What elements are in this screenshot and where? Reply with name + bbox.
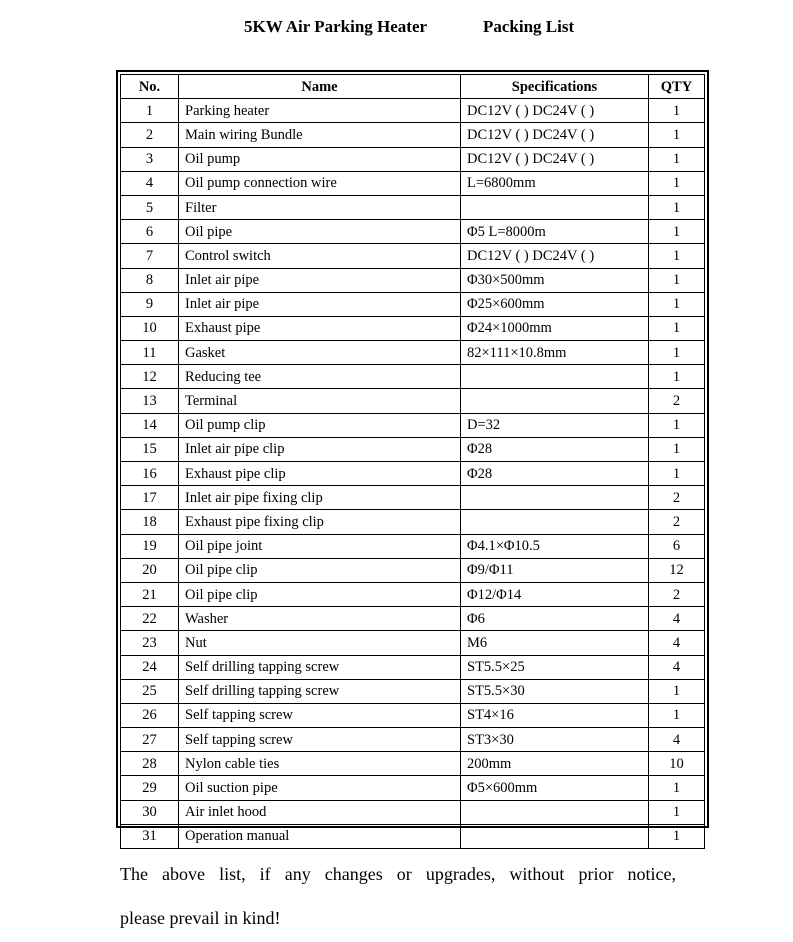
cell-spec: Φ9/Φ11 xyxy=(461,558,649,582)
note-line-2: please prevail in kind! xyxy=(120,908,281,928)
cell-no: 23 xyxy=(121,631,179,655)
cell-spec xyxy=(461,510,649,534)
cell-name: Inlet air pipe xyxy=(179,268,461,292)
cell-qty: 10 xyxy=(649,752,705,776)
cell-spec: L=6800mm xyxy=(461,171,649,195)
cell-no: 13 xyxy=(121,389,179,413)
cell-qty: 1 xyxy=(649,824,705,848)
table-row xyxy=(121,316,705,340)
cell-name: Oil pipe xyxy=(179,220,461,244)
cell-no: 14 xyxy=(121,413,179,437)
cell-no: 20 xyxy=(121,558,179,582)
cell-spec: Φ12/Φ14 xyxy=(461,582,649,606)
cell-no: 8 xyxy=(121,268,179,292)
cell-spec xyxy=(461,824,649,848)
cell-no: 16 xyxy=(121,462,179,486)
table-row xyxy=(121,486,705,510)
table-row xyxy=(121,171,705,195)
header-specifications: Specifications xyxy=(461,75,649,99)
cell-name: Terminal xyxy=(179,389,461,413)
cell-name: Inlet air pipe xyxy=(179,292,461,316)
cell-name: Filter xyxy=(179,195,461,219)
cell-qty: 4 xyxy=(649,631,705,655)
cell-spec: ST5.5×25 xyxy=(461,655,649,679)
cell-qty: 1 xyxy=(649,147,705,171)
cell-spec: ST5.5×30 xyxy=(461,679,649,703)
cell-spec xyxy=(461,365,649,389)
cell-name: Air inlet hood xyxy=(179,800,461,824)
cell-no: 30 xyxy=(121,800,179,824)
document-title xyxy=(0,14,793,42)
cell-no: 10 xyxy=(121,316,179,340)
cell-qty: 1 xyxy=(649,703,705,727)
cell-no: 2 xyxy=(121,123,179,147)
cell-qty: 1 xyxy=(649,99,705,123)
cell-spec xyxy=(461,486,649,510)
cell-qty: 1 xyxy=(649,292,705,316)
table-row xyxy=(121,462,705,486)
table-row xyxy=(121,365,705,389)
table-row xyxy=(121,534,705,558)
cell-qty: 1 xyxy=(649,365,705,389)
header-name: Name xyxy=(179,75,461,99)
cell-qty: 1 xyxy=(649,220,705,244)
cell-name: Nylon cable ties xyxy=(179,752,461,776)
cell-qty: 2 xyxy=(649,582,705,606)
cell-name: Oil pipe clip xyxy=(179,558,461,582)
cell-no: 19 xyxy=(121,534,179,558)
cell-no: 18 xyxy=(121,510,179,534)
cell-qty: 6 xyxy=(649,534,705,558)
cell-spec: 200mm xyxy=(461,752,649,776)
cell-name: Self tapping screw xyxy=(179,728,461,752)
note-line-1: The above list, if any changes or upgrades, without prior notice, xyxy=(120,864,676,884)
packing-list-table-frame xyxy=(116,70,709,845)
cell-no: 9 xyxy=(121,292,179,316)
table-row xyxy=(121,389,705,413)
cell-qty: 1 xyxy=(649,123,705,147)
cell-spec xyxy=(461,800,649,824)
cell-no: 4 xyxy=(121,171,179,195)
cell-spec: Φ5×600mm xyxy=(461,776,649,800)
cell-spec: 82×111×10.8mm xyxy=(461,341,649,365)
cell-qty: 1 xyxy=(649,316,705,340)
cell-qty: 1 xyxy=(649,800,705,824)
cell-qty: 1 xyxy=(649,437,705,461)
table-row xyxy=(121,147,705,171)
cell-qty: 4 xyxy=(649,655,705,679)
table-row xyxy=(121,800,705,824)
cell-no: 27 xyxy=(121,728,179,752)
table-row xyxy=(121,582,705,606)
table-row xyxy=(121,510,705,534)
cell-name: Inlet air pipe clip xyxy=(179,437,461,461)
table-body xyxy=(121,99,705,849)
cell-spec xyxy=(461,195,649,219)
cell-no: 29 xyxy=(121,776,179,800)
cell-spec: M6 xyxy=(461,631,649,655)
table-row xyxy=(121,99,705,123)
cell-no: 7 xyxy=(121,244,179,268)
cell-no: 22 xyxy=(121,607,179,631)
table-row xyxy=(121,413,705,437)
cell-spec: Φ24×1000mm xyxy=(461,316,649,340)
cell-name: Exhaust pipe xyxy=(179,316,461,340)
cell-no: 24 xyxy=(121,655,179,679)
cell-no: 31 xyxy=(121,824,179,848)
cell-qty: 1 xyxy=(649,462,705,486)
table-row xyxy=(121,607,705,631)
cell-spec: Φ25×600mm xyxy=(461,292,649,316)
cell-no: 1 xyxy=(121,99,179,123)
cell-name: Reducing tee xyxy=(179,365,461,389)
cell-name: Inlet air pipe fixing clip xyxy=(179,486,461,510)
cell-no: 6 xyxy=(121,220,179,244)
cell-qty: 12 xyxy=(649,558,705,582)
table-header-row xyxy=(121,75,705,99)
cell-no: 3 xyxy=(121,147,179,171)
table-row xyxy=(121,728,705,752)
cell-qty: 2 xyxy=(649,510,705,534)
table-row xyxy=(121,195,705,219)
table-row xyxy=(121,679,705,703)
table-row xyxy=(121,655,705,679)
cell-spec: D=32 xyxy=(461,413,649,437)
cell-name: Washer xyxy=(179,607,461,631)
cell-qty: 1 xyxy=(649,776,705,800)
cell-qty: 2 xyxy=(649,389,705,413)
cell-name: Oil pump xyxy=(179,147,461,171)
cell-no: 25 xyxy=(121,679,179,703)
cell-qty: 1 xyxy=(649,341,705,365)
cell-name: Exhaust pipe fixing clip xyxy=(179,510,461,534)
cell-spec: Φ28 xyxy=(461,462,649,486)
cell-spec: DC12V ( ) DC24V ( ) xyxy=(461,99,649,123)
cell-name: Control switch xyxy=(179,244,461,268)
cell-name: Oil suction pipe xyxy=(179,776,461,800)
packing-list-title: Packing List xyxy=(483,17,575,36)
table-row xyxy=(121,631,705,655)
cell-qty: 1 xyxy=(649,268,705,292)
cell-qty: 1 xyxy=(649,679,705,703)
table-row xyxy=(121,752,705,776)
cell-name: Self drilling tapping screw xyxy=(179,655,461,679)
cell-qty: 2 xyxy=(649,486,705,510)
header-no: No. xyxy=(121,75,179,99)
cell-no: 11 xyxy=(121,341,179,365)
table-row xyxy=(121,776,705,800)
table-row xyxy=(121,703,705,727)
cell-qty: 4 xyxy=(649,728,705,752)
header-qty: QTY xyxy=(649,75,705,99)
cell-name: Oil pipe joint xyxy=(179,534,461,558)
cell-name: Self tapping screw xyxy=(179,703,461,727)
cell-name: Operation manual xyxy=(179,824,461,848)
table-row xyxy=(121,220,705,244)
cell-spec: Φ6 xyxy=(461,607,649,631)
cell-name: Exhaust pipe clip xyxy=(179,462,461,486)
table-row xyxy=(121,268,705,292)
cell-no: 12 xyxy=(121,365,179,389)
cell-spec: Φ30×500mm xyxy=(461,268,649,292)
cell-qty: 1 xyxy=(649,413,705,437)
cell-spec: DC12V ( ) DC24V ( ) xyxy=(461,244,649,268)
cell-name: Gasket xyxy=(179,341,461,365)
table-row xyxy=(121,558,705,582)
cell-no: 5 xyxy=(121,195,179,219)
cell-spec: Φ4.1×Φ10.5 xyxy=(461,534,649,558)
cell-name: Nut xyxy=(179,631,461,655)
cell-spec: ST3×30 xyxy=(461,728,649,752)
table-row xyxy=(121,824,705,848)
packing-list-table xyxy=(120,74,705,849)
cell-spec: DC12V ( ) DC24V ( ) xyxy=(461,147,649,171)
cell-name: Oil pipe clip xyxy=(179,582,461,606)
cell-spec: Φ5 L=8000m xyxy=(461,220,649,244)
cell-qty: 4 xyxy=(649,607,705,631)
cell-no: 21 xyxy=(121,582,179,606)
cell-no: 26 xyxy=(121,703,179,727)
cell-qty: 1 xyxy=(649,195,705,219)
cell-no: 17 xyxy=(121,486,179,510)
cell-no: 15 xyxy=(121,437,179,461)
cell-qty: 1 xyxy=(649,171,705,195)
cell-spec: Φ28 xyxy=(461,437,649,461)
cell-name: Parking heater xyxy=(179,99,461,123)
table-row xyxy=(121,437,705,461)
cell-no: 28 xyxy=(121,752,179,776)
table-row xyxy=(121,292,705,316)
cell-name: Oil pump clip xyxy=(179,413,461,437)
table-row xyxy=(121,244,705,268)
cell-spec: DC12V ( ) DC24V ( ) xyxy=(461,123,649,147)
cell-name: Self drilling tapping screw xyxy=(179,679,461,703)
cell-spec: ST4×16 xyxy=(461,703,649,727)
product-title: 5KW Air Parking Heater xyxy=(244,17,428,36)
cell-name: Main wiring Bundle xyxy=(179,123,461,147)
table-row xyxy=(121,341,705,365)
footer-note xyxy=(120,852,676,940)
cell-qty: 1 xyxy=(649,244,705,268)
table-row xyxy=(121,123,705,147)
cell-spec xyxy=(461,389,649,413)
cell-name: Oil pump connection wire xyxy=(179,171,461,195)
